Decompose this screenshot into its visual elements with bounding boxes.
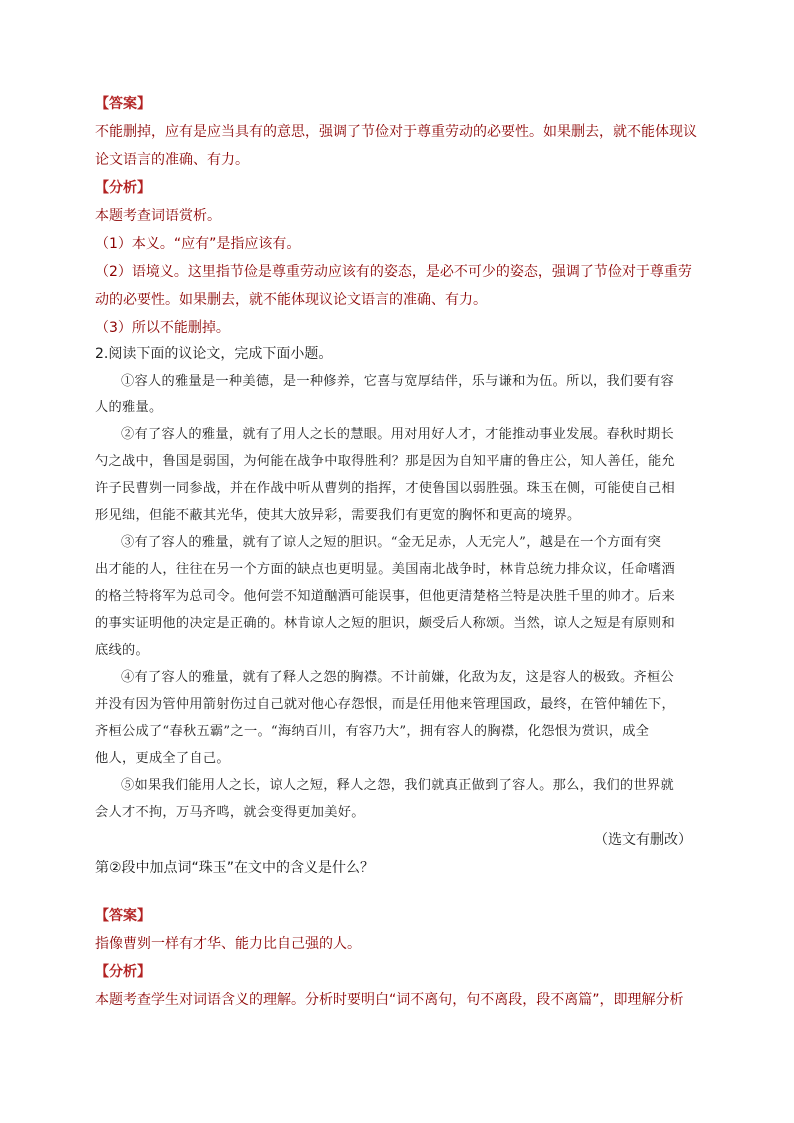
passage-line: 底线的。 (95, 643, 149, 658)
passage-line: 勺之战中，鲁国是弱国，为何能在战争中取得胜利？那是因为自知平庸的鲁庄公，知人善任，能允 (95, 454, 675, 469)
question-prompt: 第②段中加点词“珠玉”在文中的含义是什么？ (95, 860, 375, 876)
analysis-line: 动的必要性。如果删去，就不能体现议论文语言的准确、有力。 (95, 292, 487, 308)
passage-line: ④有了容人的雅量，就有了释人之怨的胸襟。不计前嫌，化敌为友，这是容人的极致。齐桓公 (121, 670, 674, 685)
passage-line: 许子民曹刿一同参战，并在作战中听从曹刿的指挥，才使鲁国以弱胜强。珠玉在侧，可能使自己相 (95, 481, 675, 496)
passage-line: ⑤如果我们能用人之长，谅人之短，释人之怨，我们就真正做到了容人。那么，我们的世界就 (121, 778, 674, 793)
passage-line: 形见绌，但能不蔽其光华，使其大放异彩，需要我们有更宽的胸怀和更高的境界。 (95, 508, 581, 523)
analysis-line: 本题考查学生对词语含义的理解。分析时要明白“词不离句，句不离段，段不离篇”，即理解分析 (95, 992, 684, 1008)
passage-line: 齐桓公成了“春秋五霸”之一。“海纳百川，有容乃大”，拥有容人的胸襟，化怨恨为赏识，成全 (95, 724, 650, 739)
passage-line: 他人，更成全了自己。 (95, 751, 230, 766)
passage-line: ②有了容人的雅量，就有了用人之长的慧眼。用对用好人才，才能推动事业发展。春秋时期长 (121, 427, 674, 442)
answer-line: 论文语言的准确、有力。 (95, 152, 249, 168)
source-note: （选文有删改） (594, 832, 692, 848)
answer-line: 不能删掉，应有是应当具有的意思，强调了节俭对于尊重劳动的必要性。如果删去，就不能体现议 (95, 124, 697, 140)
passage-line: ③有了容人的雅量，就有了谅人之短的胆识。“金无足赤，人无完人”，越是在一个方面有突 (121, 535, 662, 550)
analysis-tag: 【分析】 (95, 180, 151, 196)
passage-line: 并没有因为管仲用箭射伤过自己就对他心存怨恨，而是任用他来管理国政，最终，在管仲辅佐下， (95, 697, 675, 712)
passage-line: ①容人的雅量是一种美德，是一种修养，它喜与宽厚结伴，乐与谦和为伍。所以，我们要有容 (121, 374, 674, 389)
analysis-line: （2）语境义。这里指节俭是尊重劳动应该有的姿态，是必不可少的姿态，强调了节俭对于尊重劳 (95, 264, 692, 280)
question-intro: 2.阅读下面的议论文，完成下面小题。 (95, 346, 333, 362)
analysis-line: （3）所以不能删掉。 (95, 320, 230, 336)
answer-tag: 【答案】 (95, 96, 151, 112)
analysis-line: 本题考查词语赏析。 (95, 208, 221, 224)
analysis-line: （1）本义。“应有”是指应该有。 (95, 236, 301, 252)
passage-line: 出才能的人，往往在另一个方面的缺点也更明显。美国南北战争时，林肯总统力排众议，任命嗜酒 (95, 562, 675, 577)
answer-line: 指像曹刿一样有才华、能力比自己强的人。 (95, 936, 361, 952)
passage-line: 的事实证明他的决定是正确的。林肯谅人之短的胆识，颇受后人称颂。当然，谅人之短是有原则和 (95, 616, 675, 631)
passage-line: 人的雅量。 (95, 400, 163, 415)
passage-line: 会人才不拘，万马齐鸣，就会变得更加美好。 (95, 805, 365, 820)
analysis-tag: 【分析】 (95, 964, 151, 980)
passage-line: 的格兰特将军为总司令。他何尝不知道酗酒可能误事，但他更清楚格兰特是决胜千里的帅才。后来 (95, 589, 675, 604)
answer-tag: 【答案】 (95, 908, 151, 924)
